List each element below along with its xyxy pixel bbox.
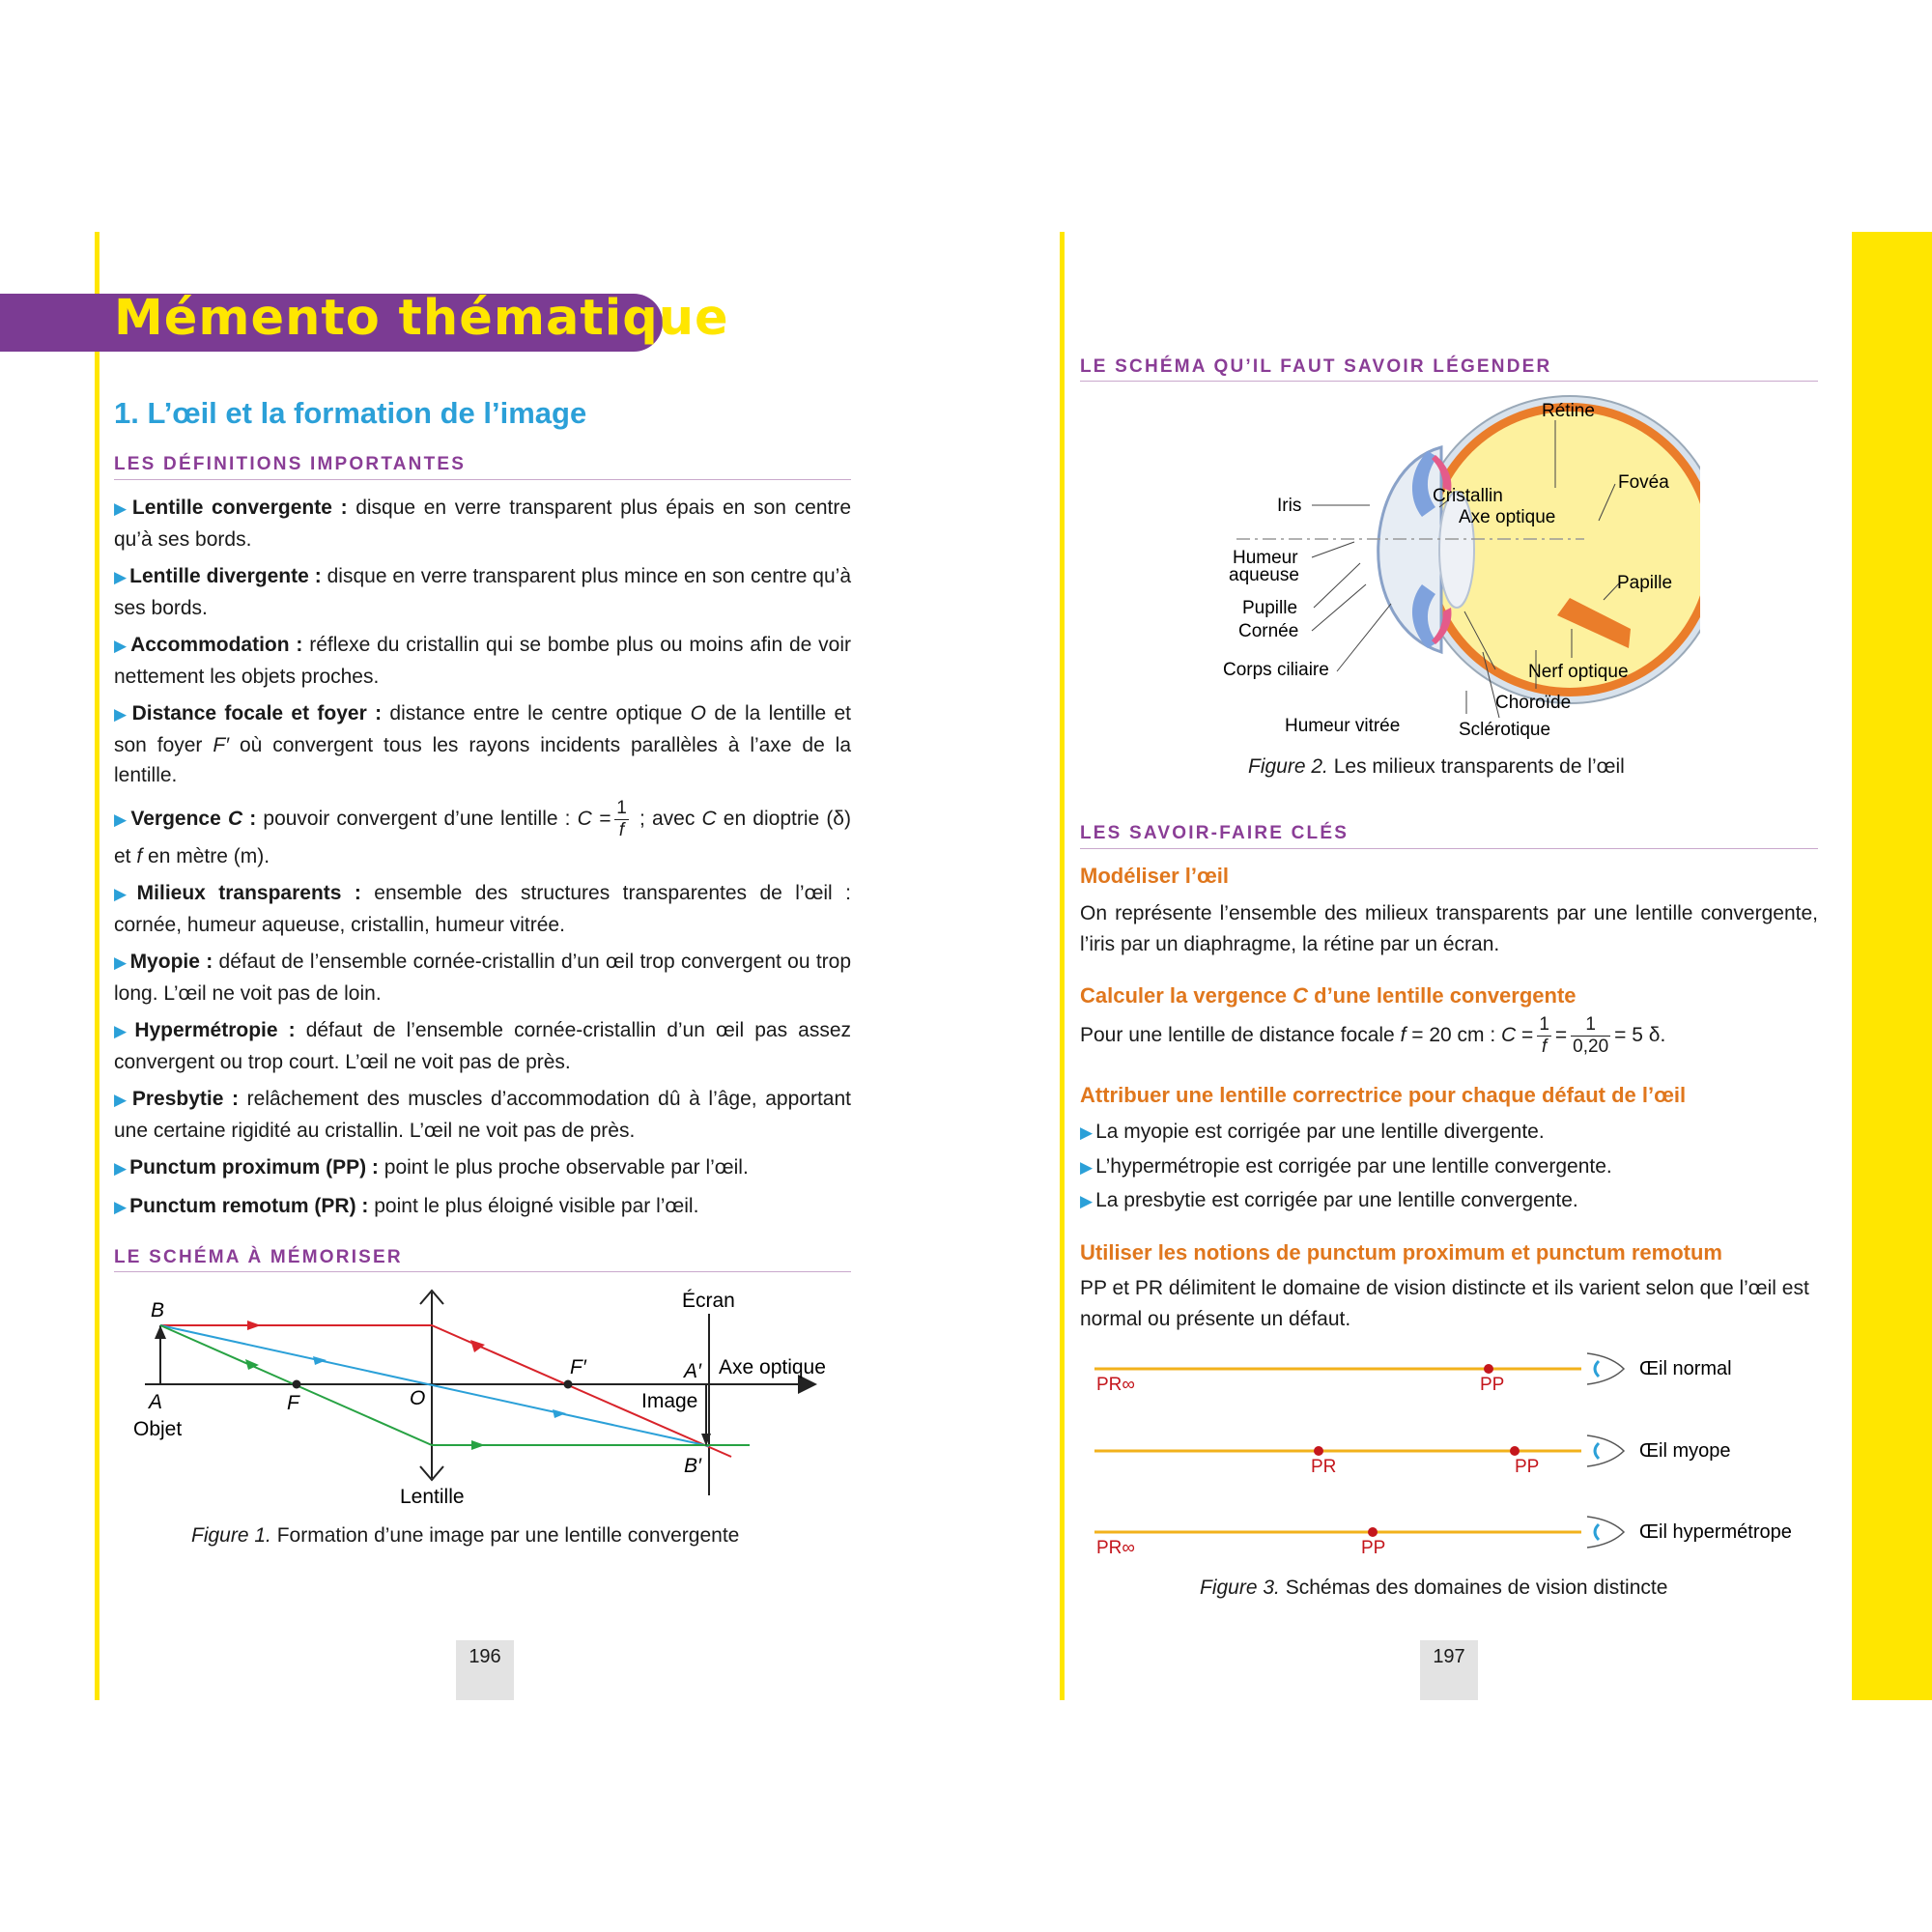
skill2-formula: Pour une lentille de distance focale f = 20 cm : C = $\frac{1}{f}$ = $\frac{1}{0,20}$ = 5 δ. [1080,1014,1666,1057]
definition-item: ▶ Punctum proximum (PP) : point le plus proche observable par l’œil. [114,1156,749,1179]
label-papille: Papille [1617,573,1673,593]
skill3-title: Attribuer une lentille correctrice pour chaque défaut de l’œil [1080,1083,1687,1107]
label-b-prime: B′ [684,1455,701,1477]
row-normal [1094,1353,1732,1395]
vergence-fraction: $\frac{1}{f}$ [616,797,627,840]
pp-dot [1510,1446,1520,1456]
definition-item: ▶ Lentille divergente : disque en verre transparent plus mince en son centre qu’à ses bords. [114,565,851,619]
eye-label: Œil myope [1639,1440,1731,1462]
definition-item: ▶ Accommodation : réflexe du cristallin qui se bombe plus ou moins afin de voir nettement les objets proches. [114,634,851,688]
list-item: ▶ La myopie est corrigée par une lentille divergente. [1080,1121,1545,1143]
label-choroide: Choroïde [1495,693,1572,713]
pr-label: PR∞ [1096,1538,1135,1558]
figure3-caption: Figure 3. Schémas des domaines de vision distincte [1200,1577,1668,1599]
list-item: ▶ La presbytie est corrigée par une lentille convergente. [1080,1189,1578,1211]
label-pupille: Pupille [1242,598,1298,618]
bullet-triangle-icon: ▶ [1080,1192,1094,1210]
focal-point-f-prime [564,1380,573,1389]
skill4-text: PP et PR délimitent le domaine de vision distincte et ils varient selon que l’œil est normal ou présente un défaut. [1080,1277,1809,1330]
left-margin-bar [95,232,99,1700]
label-lentille: Lentille [400,1486,465,1508]
figure1-caption: Figure 1. Formation d’une image par une lentille convergente [191,1524,740,1547]
label-f-prime: F′ [570,1356,586,1378]
pp-label: PP [1515,1457,1540,1477]
eye-label: Œil hypermétrope [1639,1521,1792,1543]
figure2-caption: Figure 2. Les milieux transparents de l’œil [1248,755,1625,778]
schema-rule-right [1080,381,1818,382]
definition-item: ▶ Presbytie : relâchement des muscles d’accommodation dû à l’âge, apportant une certaine rigidité au cristallin. L’œil ne voit pas de près. [114,1088,851,1142]
label-nerf-optique: Nerf optique [1528,662,1629,682]
banner-title: Mémento thématique [114,290,729,347]
label-a: A [149,1391,163,1413]
blue-ray [160,1325,709,1446]
label-humeur-aqueuse-1: Humeur [1233,548,1298,568]
definition-item: ▶ Vergence C : pouvoir convergent d’une lentille : C = $\frac{1}{f}$ ; avec C en dioptrie (δ) et f en mètre (m). [114,797,851,867]
label-sclerotique: Sclérotique [1459,720,1551,740]
eye-icon [1587,1353,1624,1384]
definition-item: ▶ Myopie : défaut de l’ensemble cornée-cristallin d’un œil trop convergent ou trop long. L’œil ne voit pas de loin. [114,951,852,1005]
label-axe-optique: Axe optique [719,1356,826,1378]
row-myope [1094,1435,1730,1477]
definition-item: ▶ Distance focale et foyer : distance entre le centre optique O de la lentille et son foyer F′ où convergent tous les rayons incidents parallèles à l’axe de la lentille. [114,702,852,786]
eye-label: Œil normal [1639,1358,1732,1379]
definition-item: ▶ Milieux transparents : ensemble des structures transparentes de l’œil : cornée, humeur aqueuse, cristallin, humeur vitrée. [114,882,851,936]
skill1-title: Modéliser l’œil [1080,864,1230,888]
pp-dot [1484,1364,1493,1374]
bullet-triangle-icon: ▶ [114,1197,128,1216]
bullet-triangle-icon: ▶ [114,568,128,586]
figure2-eye-diagram [1217,391,1700,744]
bullet-triangle-icon: ▶ [114,499,129,518]
pr-label: PR∞ [1096,1375,1135,1395]
schema-rule-left [114,1271,851,1272]
skill2-title: Calculer la vergence C d’une lentille convergente [1080,983,1577,1008]
label-corps-ciliaire: Corps ciliaire [1223,660,1329,680]
pr-dot [1314,1446,1323,1456]
label-fovea: Fovéa [1618,472,1669,493]
pp-dot [1368,1527,1378,1537]
label-cornee: Cornée [1238,621,1299,641]
page-number-right: 197 [1420,1640,1478,1700]
blue-ray-arrow [553,1409,566,1418]
pp-label: PP [1480,1375,1505,1395]
bullet-triangle-icon: ▶ [114,810,128,829]
bullet-triangle-icon: ▶ [114,637,128,655]
definition-item: ▶ Hypermétropie : défaut de l’ensemble cornée-cristallin d’un œil pas assez convergent ou trop court. L’œil ne voit pas de près. [114,1019,852,1073]
row-hypermetrope [1094,1517,1792,1558]
bullet-triangle-icon: ▶ [114,1159,128,1178]
correction-list [1080,1116,1612,1219]
figure1-lens-diagram [126,1285,840,1517]
label-ecran: Écran [682,1290,735,1312]
bullet-triangle-icon: ▶ [114,953,128,972]
focal-point-f [293,1380,301,1389]
label-iris: Iris [1277,496,1302,516]
label-cristallin: Cristallin [1433,486,1503,506]
definitions-list [114,493,851,1229]
red-ray-arrow [470,1340,485,1352]
bullet-triangle-icon: ▶ [1080,1123,1094,1142]
definition-item: ▶ Punctum remotum (PR) : point le plus éloigné visible par l’œil. [114,1194,699,1217]
schema-heading-left: LE SCHÉMA À MÉMORISER [114,1247,403,1267]
label-o: O [410,1387,426,1409]
bullet-triangle-icon: ▶ [114,705,129,724]
skill4-title: Utiliser les notions de punctum proximum et punctum remotum [1080,1240,1722,1264]
eye-icon [1587,1435,1624,1466]
definitions-rule [114,479,851,480]
section-title: 1. L’œil et la formation de l’image [114,396,587,430]
bullet-triangle-icon: ▶ [1080,1157,1094,1177]
blue-ray-arrow [313,1356,327,1365]
label-objet: Objet [133,1418,183,1440]
label-f: F [287,1392,299,1414]
label-humeur-vitree: Humeur vitrée [1285,716,1401,736]
list-item: ▶ L’hypermétropie est corrigée par une lentille convergente. [1080,1154,1612,1178]
vergence-fraction-f: $\frac{1}{f}$ [1539,1014,1549,1057]
red-ray-arrow [247,1321,261,1330]
bullet-triangle-icon: ▶ [114,1022,132,1040]
label-image: Image [641,1390,698,1412]
schema-heading-right: LE SCHÉMA QU’IL FAUT SAVOIR LÉGENDER [1080,356,1552,377]
label-axe-optique-eye: Axe optique [1459,507,1556,527]
figure3-vision-domains [1087,1348,1821,1570]
right-edge-bar [1852,232,1932,1700]
page-number-left: 196 [456,1640,514,1700]
savoir-faire-rule [1080,848,1818,849]
eye-icon [1587,1517,1624,1548]
bullet-triangle-icon: ▶ [114,1091,129,1109]
label-a-prime: A′ [684,1360,701,1382]
definition-item: ▶ Lentille convergente : disque en verre transparent plus épais en son centre qu’à ses bords. [114,497,851,551]
pr-label: PR [1311,1457,1337,1477]
label-humeur-aqueuse-2: aqueuse [1229,565,1299,585]
pp-label: PP [1361,1538,1386,1558]
savoir-faire-heading: LES SAVOIR-FAIRE CLÉS [1080,823,1350,843]
label-retine: Rétine [1542,401,1595,421]
definitions-heading: LES DÉFINITIONS IMPORTANTES [114,454,467,474]
skill1-text: On représente l’ensemble des milieux transparents par une lentille convergente, l’iris par un diaphragme, la rétine par un écran. [1080,902,1818,955]
vergence-fraction-value: $\frac{1}{0,20}$ [1573,1014,1609,1057]
label-b: B [151,1299,165,1321]
green-ray-arrow [471,1440,485,1450]
bullet-triangle-icon: ▶ [114,885,134,903]
center-margin-bar [1060,232,1065,1700]
